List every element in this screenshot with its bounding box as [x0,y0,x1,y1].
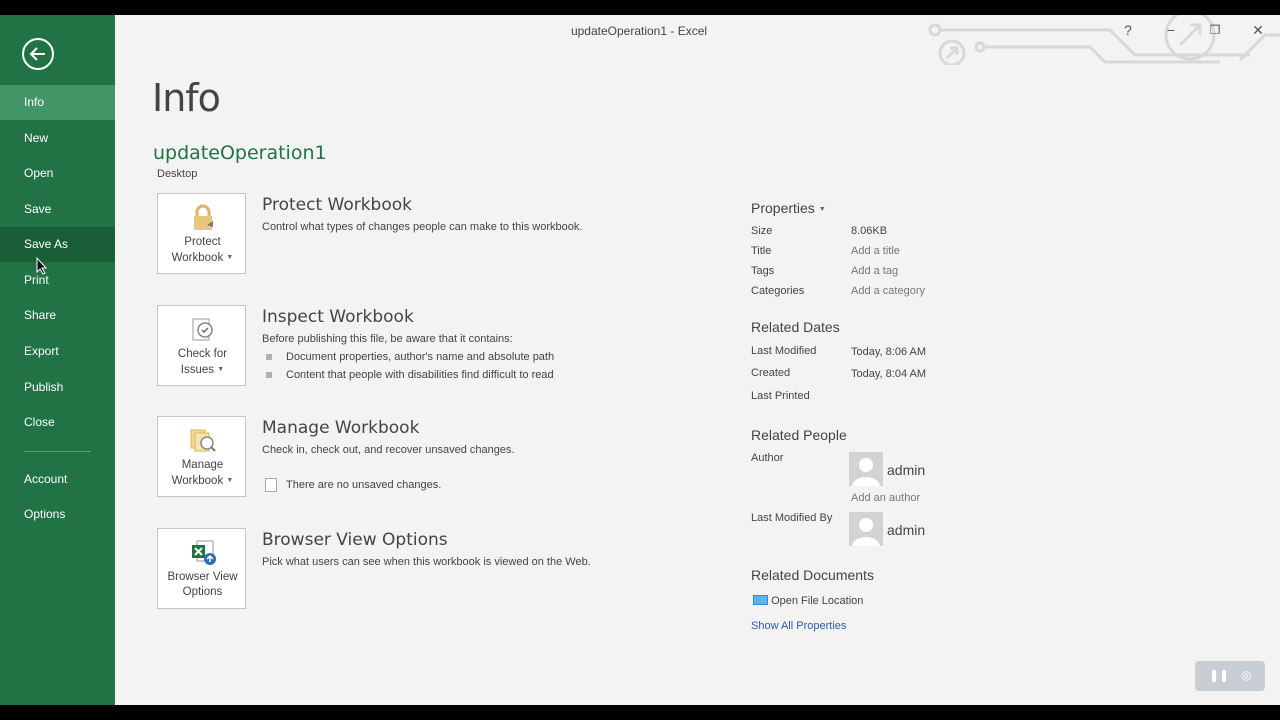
dropdown-caret-icon: ▼ [818,206,826,213]
dropdown-caret-icon: ▼ [217,366,225,373]
document-name: updateOperation1 [153,142,327,164]
document-icon [265,478,277,492]
sidebar-item-close[interactable]: Close [24,415,55,429]
sidebar-item-print[interactable]: Print [24,273,49,287]
related-dates-heading: Related Dates [751,319,840,335]
created-value: Today, 8:04 AM [851,368,927,380]
avatar [849,452,883,486]
tile-label-line2: Workbook [171,252,224,264]
author-person[interactable] [849,452,1009,486]
check-for-issues-button[interactable] [157,305,246,386]
pause-icon[interactable]: ❚❚ [1209,668,1230,682]
minimize-button[interactable]: − [1166,22,1176,38]
user-silhouette-icon [849,512,883,546]
backstage-sidebar [0,15,115,705]
sidebar-item-save[interactable]: Save [24,202,52,216]
section-description: Control what types of changes people can make to this workbook. [262,221,583,233]
tile-label-line2: Options [182,586,223,598]
sidebar-item-info[interactable]: Info [0,85,115,120]
author-label: Author [751,452,784,464]
close-window-button[interactable]: ✕ [1252,22,1264,38]
tile-label-line2: Issues [180,364,215,376]
section-description: Before publishing this file, be aware that it contains: [262,333,513,345]
categories-label: Categories [751,285,805,297]
excel-backstage-window [0,15,1280,705]
lock-icon [188,203,218,233]
bullet-square-icon [266,354,272,360]
browser-view-options-button[interactable] [157,528,246,609]
section-description: Check in, check out, and recover unsaved changes. [262,444,515,456]
back-arrow-icon [29,45,47,63]
bullet-square-icon [266,372,272,378]
author-name: admin [887,462,926,478]
tile-label-line1: Manage [181,459,224,471]
list-item: There are no unsaved changes. [262,479,441,491]
last-modified-value: Today, 8:06 AM [851,346,927,358]
title-field[interactable]: Add a title [851,245,900,257]
last-modified-by-person[interactable] [849,512,1009,546]
title-bar [115,15,1280,45]
show-all-properties-link[interactable]: Show All Properties [751,620,847,632]
sidebar-item-open[interactable]: Open [24,166,54,180]
document-path: Desktop [157,168,198,180]
dropdown-caret-icon: ▼ [226,477,234,484]
help-button[interactable]: ? [1124,22,1132,38]
categories-field[interactable]: Add a category [851,285,925,297]
restore-button[interactable]: ❐ [1209,23,1221,37]
section-heading: Browser View Options [262,530,448,550]
protect-workbook-button[interactable] [157,193,246,274]
user-silhouette-icon [849,452,883,486]
sidebar-item-new[interactable]: New [24,131,49,145]
section-heading: Inspect Workbook [262,307,414,327]
section-heading: Protect Workbook [262,195,412,215]
sidebar-item-account[interactable]: Account [24,472,68,486]
sidebar-item-share[interactable]: Share [24,308,57,322]
tags-field[interactable]: Add a tag [851,265,899,277]
recording-controls [1195,661,1265,691]
title-label: Title [751,245,772,257]
stop-icon[interactable]: ◎ [1241,668,1252,682]
inspect-document-icon [188,315,218,345]
properties-dropdown[interactable]: Properties ▼ [751,200,826,216]
tile-label-line1: Browser View [167,571,238,583]
dropdown-caret-icon: ▼ [226,254,234,261]
tile-label-line1: Check for [177,348,228,360]
last-modified-by-name: admin [887,522,926,538]
tile-label-line1: Protect [184,236,221,248]
tile-label-line2: Workbook [171,475,224,487]
sidebar-item-export[interactable]: Export [24,344,59,358]
related-documents-heading: Related Documents [751,567,874,583]
excel-web-icon [188,538,218,568]
last-printed-label: Last Printed [751,390,810,402]
mouse-cursor-icon [36,257,48,275]
related-people-heading: Related People [751,427,847,443]
sidebar-item-publish[interactable]: Publish [24,380,64,394]
created-label: Created [751,367,791,379]
sidebar-divider [24,451,91,452]
list-item: Content that people with disabilities find difficult to read [262,369,554,381]
avatar [849,512,883,546]
tags-label: Tags [751,265,775,277]
manage-versions-icon [188,426,218,456]
add-author-link[interactable]: Add an author [851,492,921,504]
size-value: 8.06KB [851,225,888,237]
page-title: Info [152,76,220,120]
sidebar-item-options[interactable]: Options [24,507,66,521]
folder-icon [753,594,768,606]
window-title: updateOperation1 - Excel [570,24,708,38]
size-label: Size [751,225,773,237]
last-modified-by-label: Last Modified By [751,512,833,524]
list-item: Document properties, author's name and absolute path [262,351,554,363]
manage-workbook-button[interactable] [157,416,246,497]
section-description: Pick what users can see when this workbook is viewed on the Web. [262,556,591,568]
open-file-location-link[interactable]: Open File Location [753,594,863,607]
section-heading: Manage Workbook [262,418,420,438]
back-button[interactable] [22,38,54,70]
sidebar-item-save-as[interactable]: Save As [0,227,115,262]
last-modified-label: Last Modified [751,345,817,357]
